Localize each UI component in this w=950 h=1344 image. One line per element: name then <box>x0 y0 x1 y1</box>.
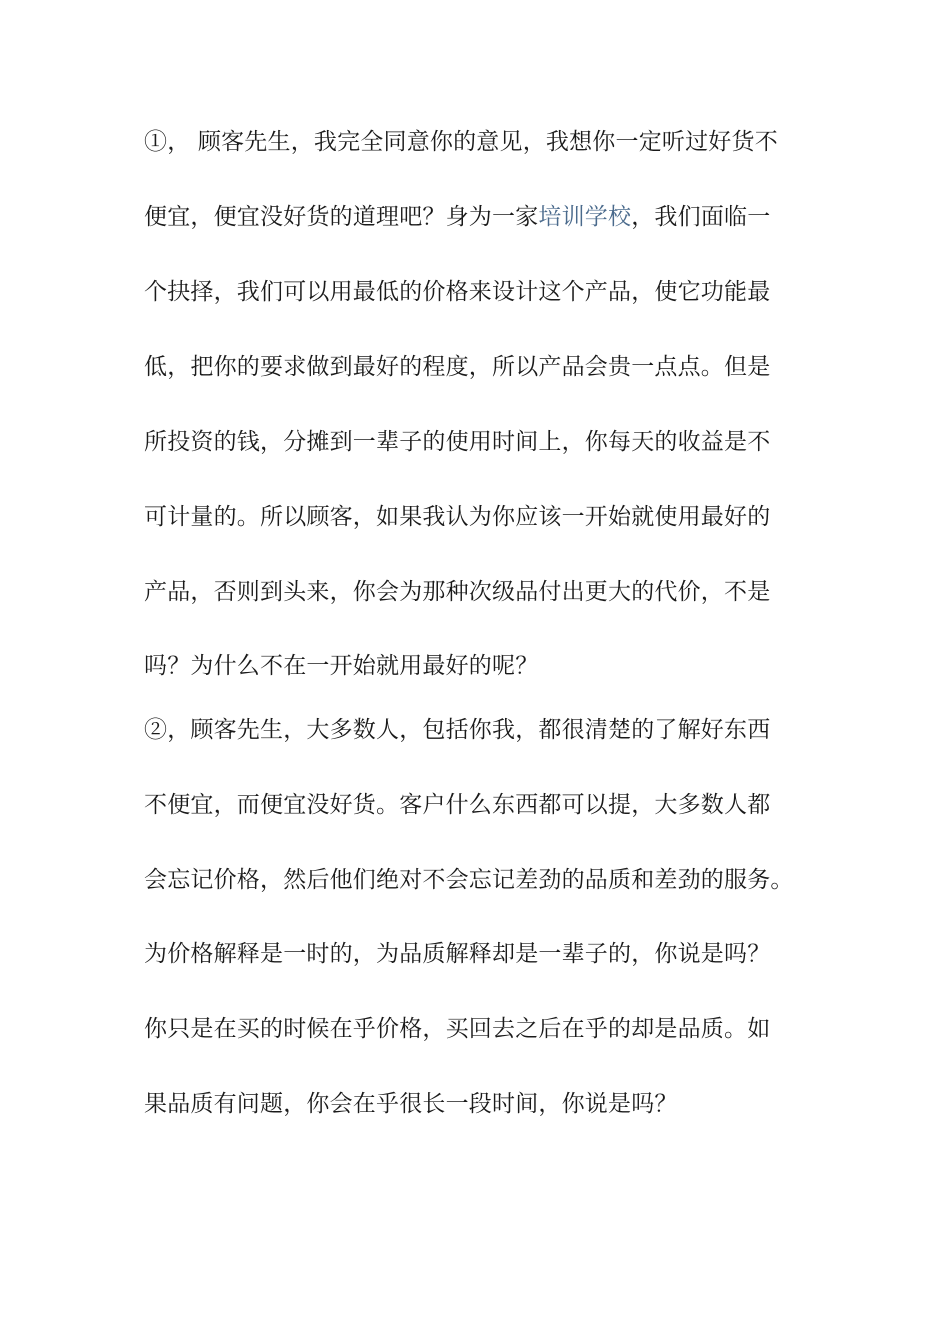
p2-line-2: 不便宜，而便宜没好货。客户什么东西都可以提，大多数人都 <box>144 792 771 818</box>
p1-line-7: 产品，否则到头来，你会为那种次级品付出更大的代价，不是 <box>144 579 771 605</box>
p1-line-8: 吗？为什么不在一开始就用最好的呢？ <box>144 653 539 679</box>
p1-line-6: 可计量的。所以顾客，如果我认为你应该一开始就使用最好的 <box>144 504 771 530</box>
p2-line-6: 果品质有问题，你会在乎很长一段时间，你说是吗？ <box>144 1091 678 1117</box>
p1-line-3: 个抉择，我们可以用最低的价格来设计这个产品，使它功能最 <box>144 279 771 305</box>
p2-line-3: 会忘记价格，然后他们绝对不会忘记差劲的品质和差劲的服务。 <box>144 867 794 893</box>
p1-line-4: 低，把你的要求做到最好的程度，所以产品会贵一点点。但是 <box>144 354 771 380</box>
p2-line-4: 为价格解释是一时的，为品质解释却是一辈子的，你说是吗？ <box>144 941 771 967</box>
p1-line-1: ①， 顾客先生，我完全同意你的意见，我想你一定听过好货不 <box>144 129 778 155</box>
p1-line-2-text-before: 便宜，便宜没好货的道理吧？身为一家 <box>144 204 539 230</box>
p1-line-2-text-after: ，我们面临一 <box>631 204 771 230</box>
p1-line-2 <box>144 201 770 233</box>
training-school-link[interactable]: 培训学校 <box>538 204 632 230</box>
p2-line-5: 你只是在买的时候在乎价格，买回去之后在乎的却是品质。如 <box>144 1016 771 1042</box>
p1-line-5: 所投资的钱，分摊到一辈子的使用时间上，你每天的收益是不 <box>144 429 771 455</box>
p2-line-1: ②，顾客先生，大多数人，包括你我，都很清楚的了解好东西 <box>144 717 771 743</box>
